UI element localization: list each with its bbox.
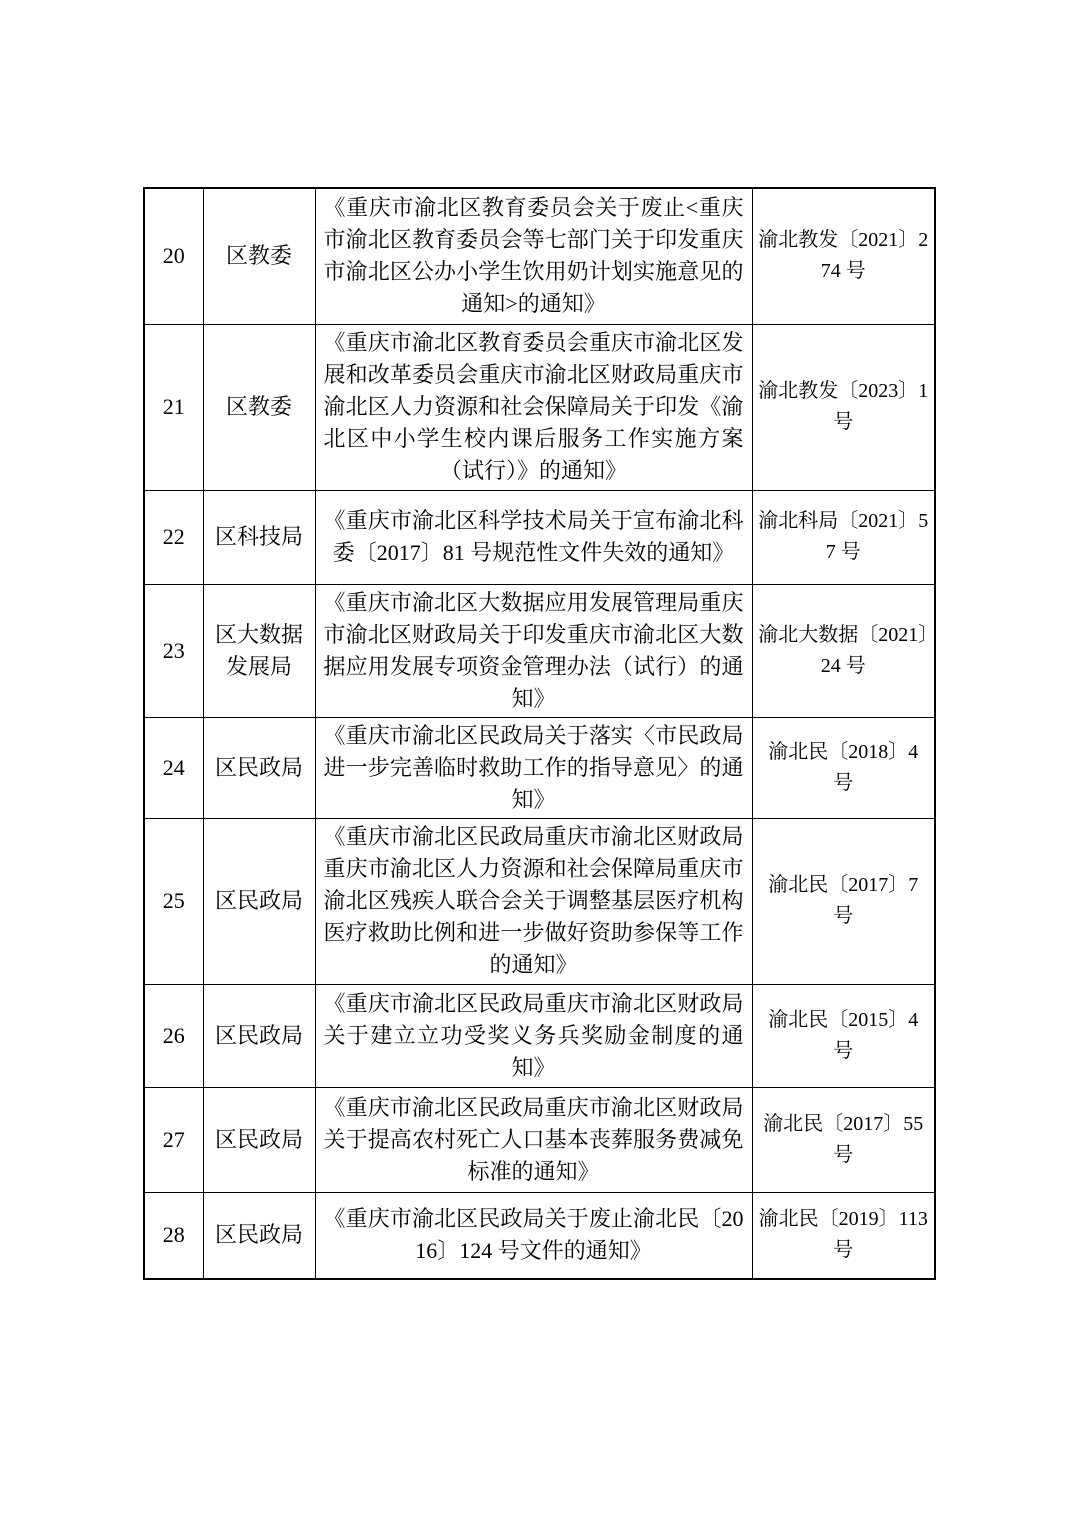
- table-row: [144, 717, 935, 818]
- table-row: [144, 984, 935, 1087]
- row-number-cell: 24: [144, 717, 203, 818]
- document-number-cell: 渝北民〔2017〕55 号: [752, 1087, 935, 1192]
- document-number-cell: 渝北教发〔2023〕1 号: [752, 324, 935, 490]
- department-cell: 区教委: [203, 324, 315, 490]
- row-number-cell: 26: [144, 984, 203, 1087]
- table-row: [144, 1192, 935, 1279]
- document-title-cell: 《重庆市渝北区民政局重庆市渝北区财政局重庆市渝北区人力资源和社会保障局重庆市渝北区残疾人联合会关于调整基层医疗机构医疗救助比例和进一步做好资助参保等工作的通知》: [315, 818, 752, 984]
- row-number-cell: 25: [144, 818, 203, 984]
- document-title-cell: 《重庆市渝北区民政局关于落实〈市民政局进一步完善临时救助工作的指导意见〉的通知》: [315, 717, 752, 818]
- row-number-cell: 20: [144, 188, 203, 324]
- document-title-cell: 《重庆市渝北区民政局关于废止渝北民〔2016〕124 号文件的通知》: [315, 1192, 752, 1279]
- document-number-cell: 渝北民〔2019〕113 号: [752, 1192, 935, 1279]
- document-title-cell: 《重庆市渝北区科学技术局关于宣布渝北科委〔2017〕81 号规范性文件失效的通知》: [315, 490, 752, 584]
- department-cell: 区民政局: [203, 1087, 315, 1192]
- document-number-cell: 渝北大数据〔2021〕24 号: [752, 584, 935, 717]
- document-title-cell: 《重庆市渝北区大数据应用发展管理局重庆市渝北区财政局关于印发重庆市渝北区大数据应用发展专项资金管理办法（试行）的通知》: [315, 584, 752, 717]
- table-body: [144, 188, 935, 1279]
- document-title-cell: 《重庆市渝北区民政局重庆市渝北区财政局关于建立立功受奖义务兵奖励金制度的通知》: [315, 984, 752, 1087]
- department-cell: 区民政局: [203, 984, 315, 1087]
- table-row: [144, 584, 935, 717]
- department-cell: 区科技局: [203, 490, 315, 584]
- document-title-cell: 《重庆市渝北区民政局重庆市渝北区财政局关于提高农村死亡人口基本丧葬服务费减免标准的通知》: [315, 1087, 752, 1192]
- row-number-cell: 28: [144, 1192, 203, 1279]
- document-number-cell: 渝北民〔2015〕4 号: [752, 984, 935, 1087]
- table-row: [144, 324, 935, 490]
- row-number-cell: 27: [144, 1087, 203, 1192]
- table-row: [144, 490, 935, 584]
- department-cell: 区教委: [203, 188, 315, 324]
- document-number-cell: 渝北教发〔2021〕274 号: [752, 188, 935, 324]
- department-cell: 区大数据发展局: [203, 584, 315, 717]
- table-row: [144, 188, 935, 324]
- row-number-cell: 21: [144, 324, 203, 490]
- document-number-cell: 渝北科局〔2021〕57 号: [752, 490, 935, 584]
- department-cell: 区民政局: [203, 717, 315, 818]
- department-cell: 区民政局: [203, 1192, 315, 1279]
- department-cell: 区民政局: [203, 818, 315, 984]
- table-row: [144, 1087, 935, 1192]
- row-number-cell: 22: [144, 490, 203, 584]
- row-number-cell: 23: [144, 584, 203, 717]
- document-number-cell: 渝北民〔2017〕7 号: [752, 818, 935, 984]
- table-row: [144, 818, 935, 984]
- document-number-cell: 渝北民〔2018〕4 号: [752, 717, 935, 818]
- regulations-table: [143, 187, 936, 1280]
- document-title-cell: 《重庆市渝北区教育委员会关于废止<重庆市渝北区教育委员会等七部门关于印发重庆市渝北区公办小学生饮用奶计划实施意见的通知>的通知》: [315, 188, 752, 324]
- document-title-cell: 《重庆市渝北区教育委员会重庆市渝北区发展和改革委员会重庆市渝北区财政局重庆市渝北区人力资源和社会保障局关于印发《渝北区中小学生校内课后服务工作实施方案（试行）》的通知》: [315, 324, 752, 490]
